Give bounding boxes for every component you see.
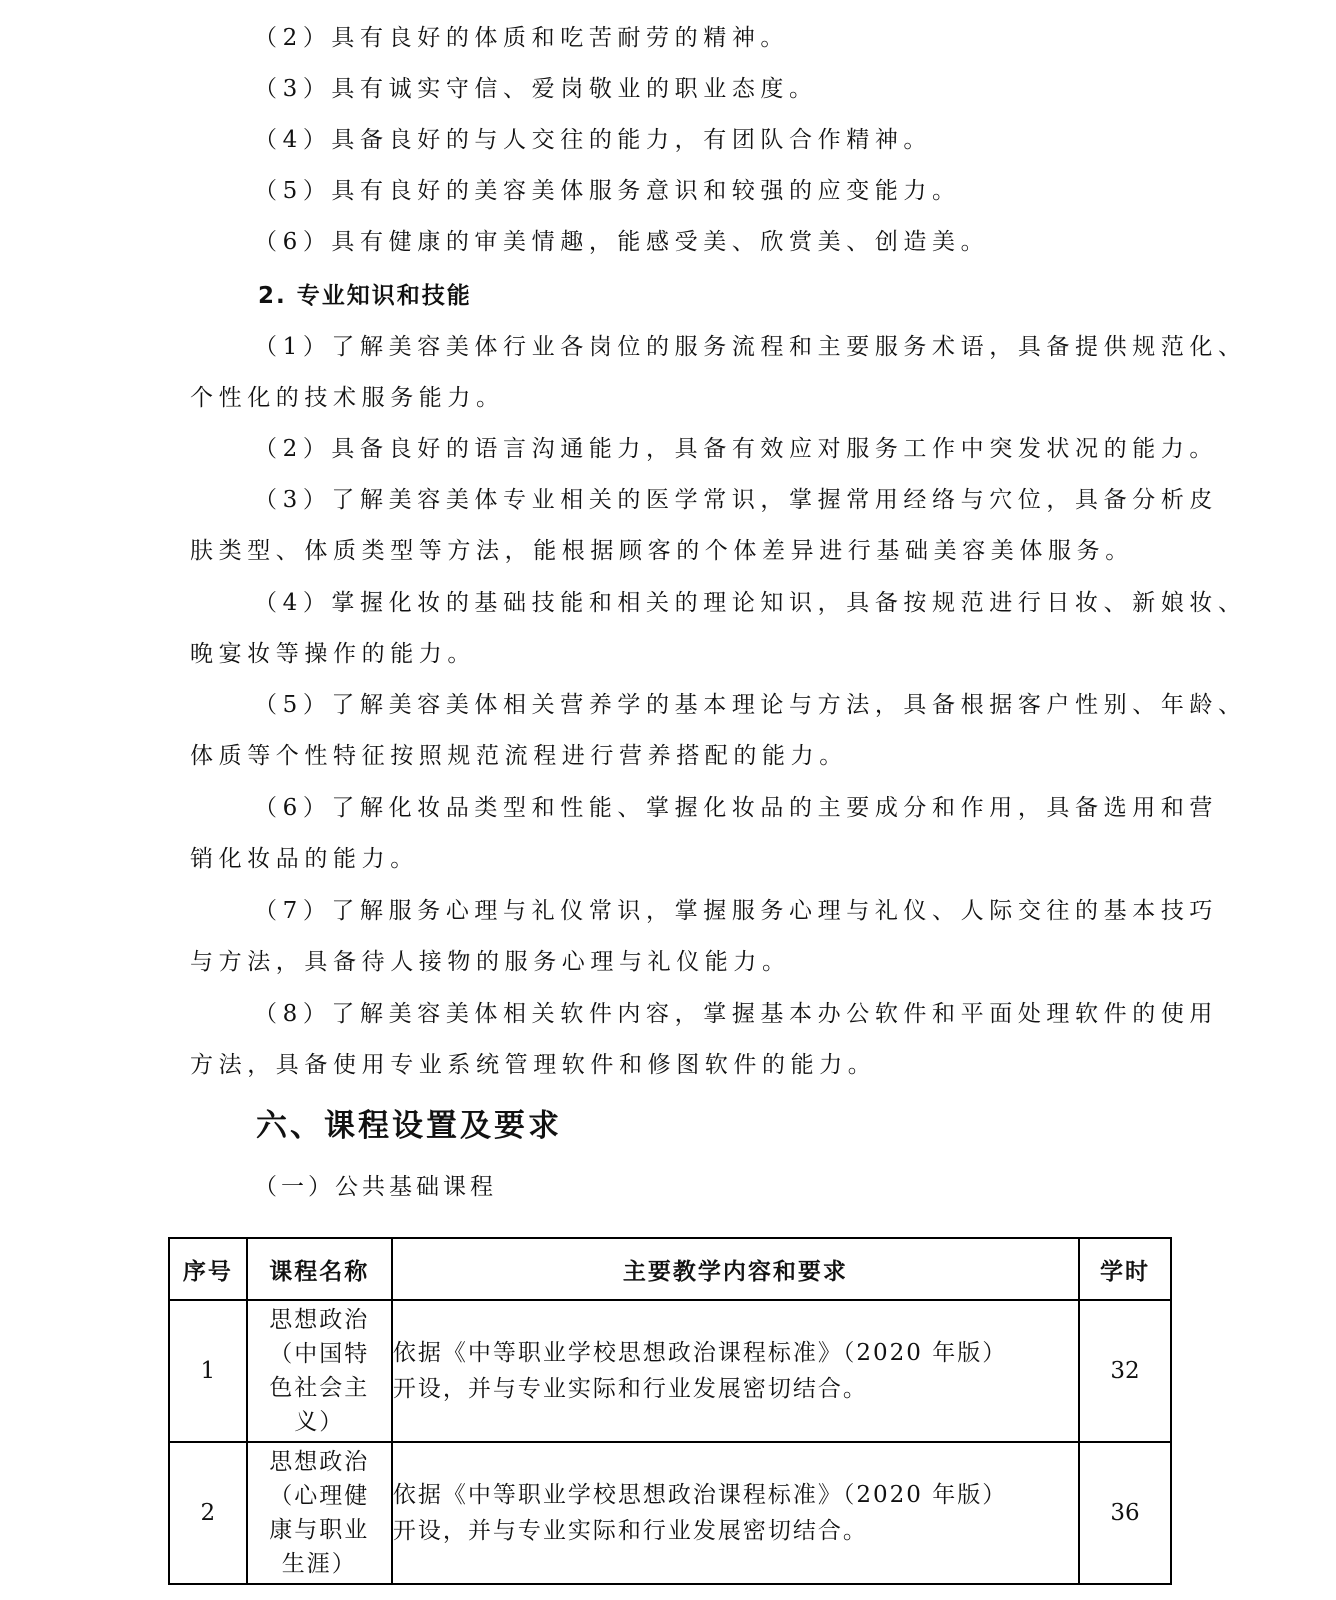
knowledge-heading: 2. 专业知识和技能 <box>258 283 472 309</box>
row-index: 2 <box>169 1442 247 1584</box>
course-name-line: 色社会主 <box>269 1375 370 1401</box>
course-name-line: （中国特 <box>269 1341 370 1367</box>
course-name-line: 思想政治 <box>269 1449 370 1475</box>
table-header-row <box>169 1238 1171 1300</box>
header-hours: 学时 <box>1079 1238 1171 1300</box>
literacy-item-3: （3）具有诚实守信、爱岗敬业的职业态度。 <box>254 76 818 102</box>
row-content <box>392 1442 1079 1584</box>
header-course-name: 课程名称 <box>247 1238 392 1300</box>
section-six-subtitle: （一）公共基础课程 <box>254 1174 497 1200</box>
table-row <box>169 1442 1171 1584</box>
row-content <box>392 1300 1079 1442</box>
course-name-line: 义） <box>294 1409 345 1435</box>
literacy-item-6: （6）具有健康的审美情趣，能感受美、欣赏美、创造美。 <box>254 229 990 255</box>
course-table <box>168 1237 1172 1585</box>
course-name-line: 生涯） <box>281 1551 357 1577</box>
knowledge-item-6-line-1: （6）了解化妆品类型和性能、掌握化妆品的主要成分和作用，具备选用和营 <box>254 795 1219 821</box>
knowledge-item-8-line-1: （8）了解美容美体相关软件内容，掌握基本办公软件和平面处理软件的使用 <box>254 1001 1219 1027</box>
table-row <box>169 1300 1171 1442</box>
row-index: 1 <box>169 1300 247 1442</box>
knowledge-item-1-line-1: （1）了解美容美体行业各岗位的服务流程和主要服务术语，具备提供规范化、 <box>254 334 1247 360</box>
course-name-line: 康与职业 <box>269 1517 370 1543</box>
knowledge-item-5-line-2: 体质等个性特征按照规范流程进行营养搭配的能力。 <box>190 743 848 769</box>
knowledge-item-4-line-2: 晚宴妆等操作的能力。 <box>190 641 476 667</box>
content-line: 依据《中等职业学校思想政治课程标准》（2020 年版） <box>392 1482 1008 1508</box>
literacy-item-2: （2）具有良好的体质和吃苦耐劳的精神。 <box>254 25 790 51</box>
course-name-line: （心理健 <box>269 1483 370 1509</box>
content-line: 开设，并与专业实际和行业发展密切结合。 <box>392 1376 868 1402</box>
knowledge-item-7-line-2: 与方法，具备待人接物的服务心理与礼仪能力。 <box>190 949 791 975</box>
section-six-title: 六、课程设置及要求 <box>256 1108 562 1144</box>
row-hours: 32 <box>1079 1300 1171 1442</box>
knowledge-item-2-line-1: （2）具备良好的语言沟通能力，具备有效应对服务工作中突发状况的能力。 <box>254 436 1219 462</box>
header-content: 主要教学内容和要求 <box>392 1238 1079 1300</box>
content-line: 依据《中等职业学校思想政治课程标准》（2020 年版） <box>392 1340 1008 1366</box>
knowledge-item-1-line-2: 个性化的技术服务能力。 <box>190 385 505 411</box>
knowledge-item-3-line-2: 肤类型、体质类型等方法，能根据顾客的个体差异进行基础美容美体服务。 <box>190 538 1134 564</box>
knowledge-item-7-line-1: （7）了解服务心理与礼仪常识，掌握服务心理与礼仪、人际交往的基本技巧 <box>254 898 1219 924</box>
content-line: 开设，并与专业实际和行业发展密切结合。 <box>392 1518 868 1544</box>
literacy-item-4: （4）具备良好的与人交往的能力，有团队合作精神。 <box>254 127 933 153</box>
course-name-line: 思想政治 <box>269 1307 370 1333</box>
header-index: 序号 <box>169 1238 247 1300</box>
knowledge-item-8-line-2: 方法，具备使用专业系统管理软件和修图软件的能力。 <box>190 1052 877 1078</box>
row-hours: 36 <box>1079 1442 1171 1584</box>
knowledge-item-3-line-1: （3）了解美容美体专业相关的医学常识，掌握常用经络与穴位，具备分析皮 <box>254 487 1219 513</box>
knowledge-item-6-line-2: 销化妆品的能力。 <box>190 846 419 872</box>
literacy-item-5: （5）具有良好的美容美体服务意识和较强的应变能力。 <box>254 178 961 204</box>
knowledge-item-5-line-1: （5）了解美容美体相关营养学的基本理论与方法，具备根据客户性别、年龄、 <box>254 692 1247 718</box>
row-course-name <box>247 1300 392 1442</box>
knowledge-item-4-line-1: （4）掌握化妆的基础技能和相关的理论知识，具备按规范进行日妆、新娘妆、 <box>254 590 1247 616</box>
row-course-name <box>247 1442 392 1584</box>
